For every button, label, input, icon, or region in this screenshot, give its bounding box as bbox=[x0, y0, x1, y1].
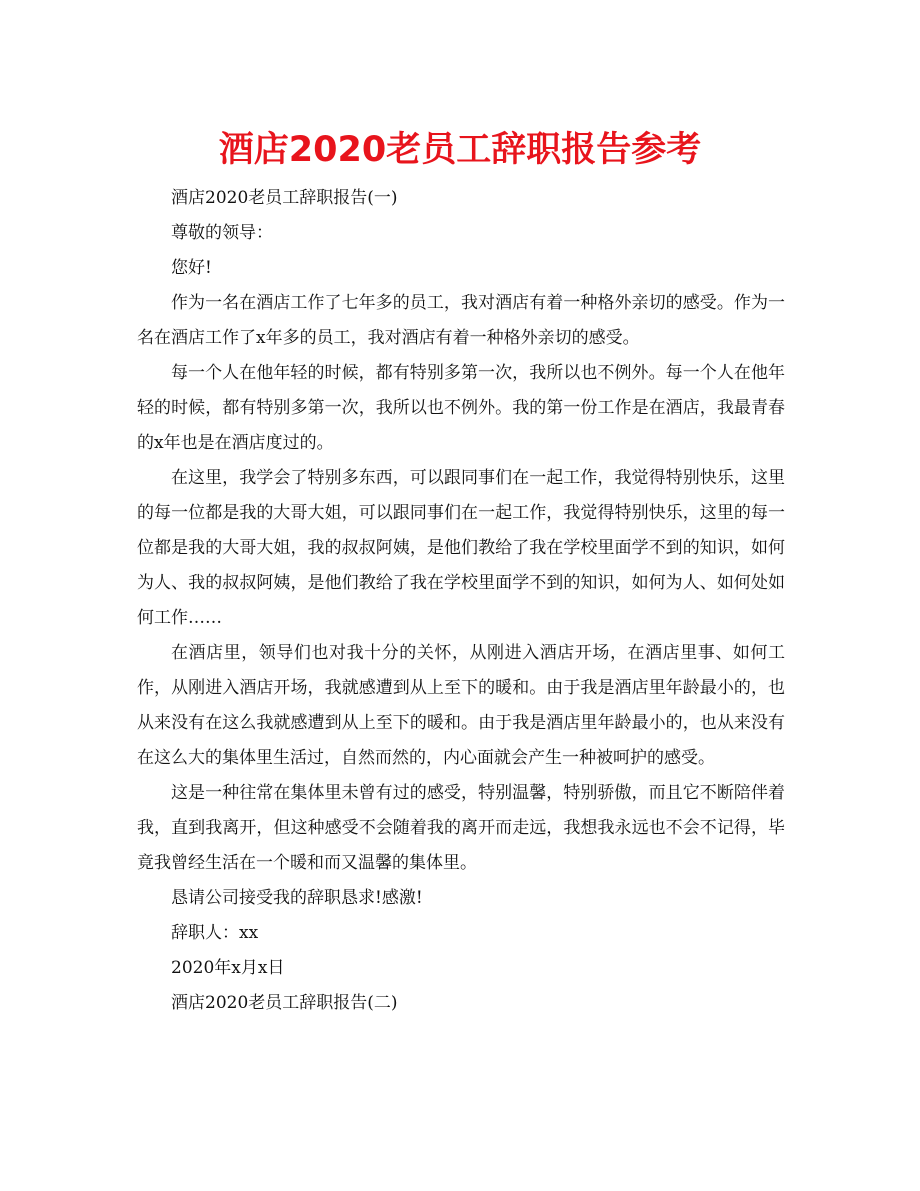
salutation: 尊敬的领导： bbox=[171, 223, 273, 243]
document-body bbox=[137, 181, 785, 1021]
signature-line: 辞职人：xx bbox=[171, 923, 259, 943]
greeting: 您好! bbox=[171, 258, 212, 278]
body-paragraph: 在这里，我学会了特别多东西，可以跟同事们在一起工作，我觉得特别快乐，这里的每一位都是我的大哥大姐，可以跟同事们在一起工作，我觉得特别快乐，这里的每一位都是我的大哥大姐，我的叔叔阿姨，是他们教给了我在学校里面学不到的知识，如何为人、我的叔叔阿姨，是他们教给了我在学校里面学不到的知识，如何为人、如何处如何工作…… bbox=[137, 468, 785, 628]
body-paragraph: 作为一名在酒店工作了七年多的员工，我对酒店有着一种格外亲切的感受。作为一名在酒店工作了x年多的员工，我对酒店有着一种格外亲切的感受。 bbox=[137, 293, 785, 348]
document-title: 酒店2020老员工辞职报告参考 bbox=[218, 130, 702, 170]
date-line: 2020年x月x日 bbox=[171, 958, 285, 978]
closing-request: 恳请公司接受我的辞职恳求!感激! bbox=[171, 888, 423, 908]
body-paragraph: 每一个人在他年轻的时候，都有特别多第一次，我所以也不例外。每一个人在他年轻的时候，都有特别多第一次，我所以也不例外。我的第一份工作是在酒店，我最青春的x年也是在酒店度过的。 bbox=[137, 363, 785, 453]
body-paragraph: 这是一种往常在集体里未曾有过的感受，特别温馨，特别骄傲，而且它不断陪伴着我，直到我离开，但这种感受不会随着我的离开而走远，我想我永远也不会不记得，毕竟我曾经生活在一个暖和而又温馨的集体里。 bbox=[137, 783, 785, 873]
body-paragraph: 在酒店里，领导们也对我十分的关怀，从刚进入酒店开场，在酒店里事、如何工作，从刚进入酒店开场，我就感遭到从上至下的暖和。由于我是酒店里年龄最小的，也从来没有在这么我就感遭到从上至下的暖和。由于我是酒店里年龄最小的，也从来没有在这么大的集体里生活过，自然而然的，内心面就会产生一种被呵护的感受。 bbox=[137, 643, 785, 768]
section-heading-1: 酒店2020老员工辞职报告(一) bbox=[171, 188, 398, 208]
section-heading-2: 酒店2020老员工辞职报告(二) bbox=[171, 993, 398, 1013]
